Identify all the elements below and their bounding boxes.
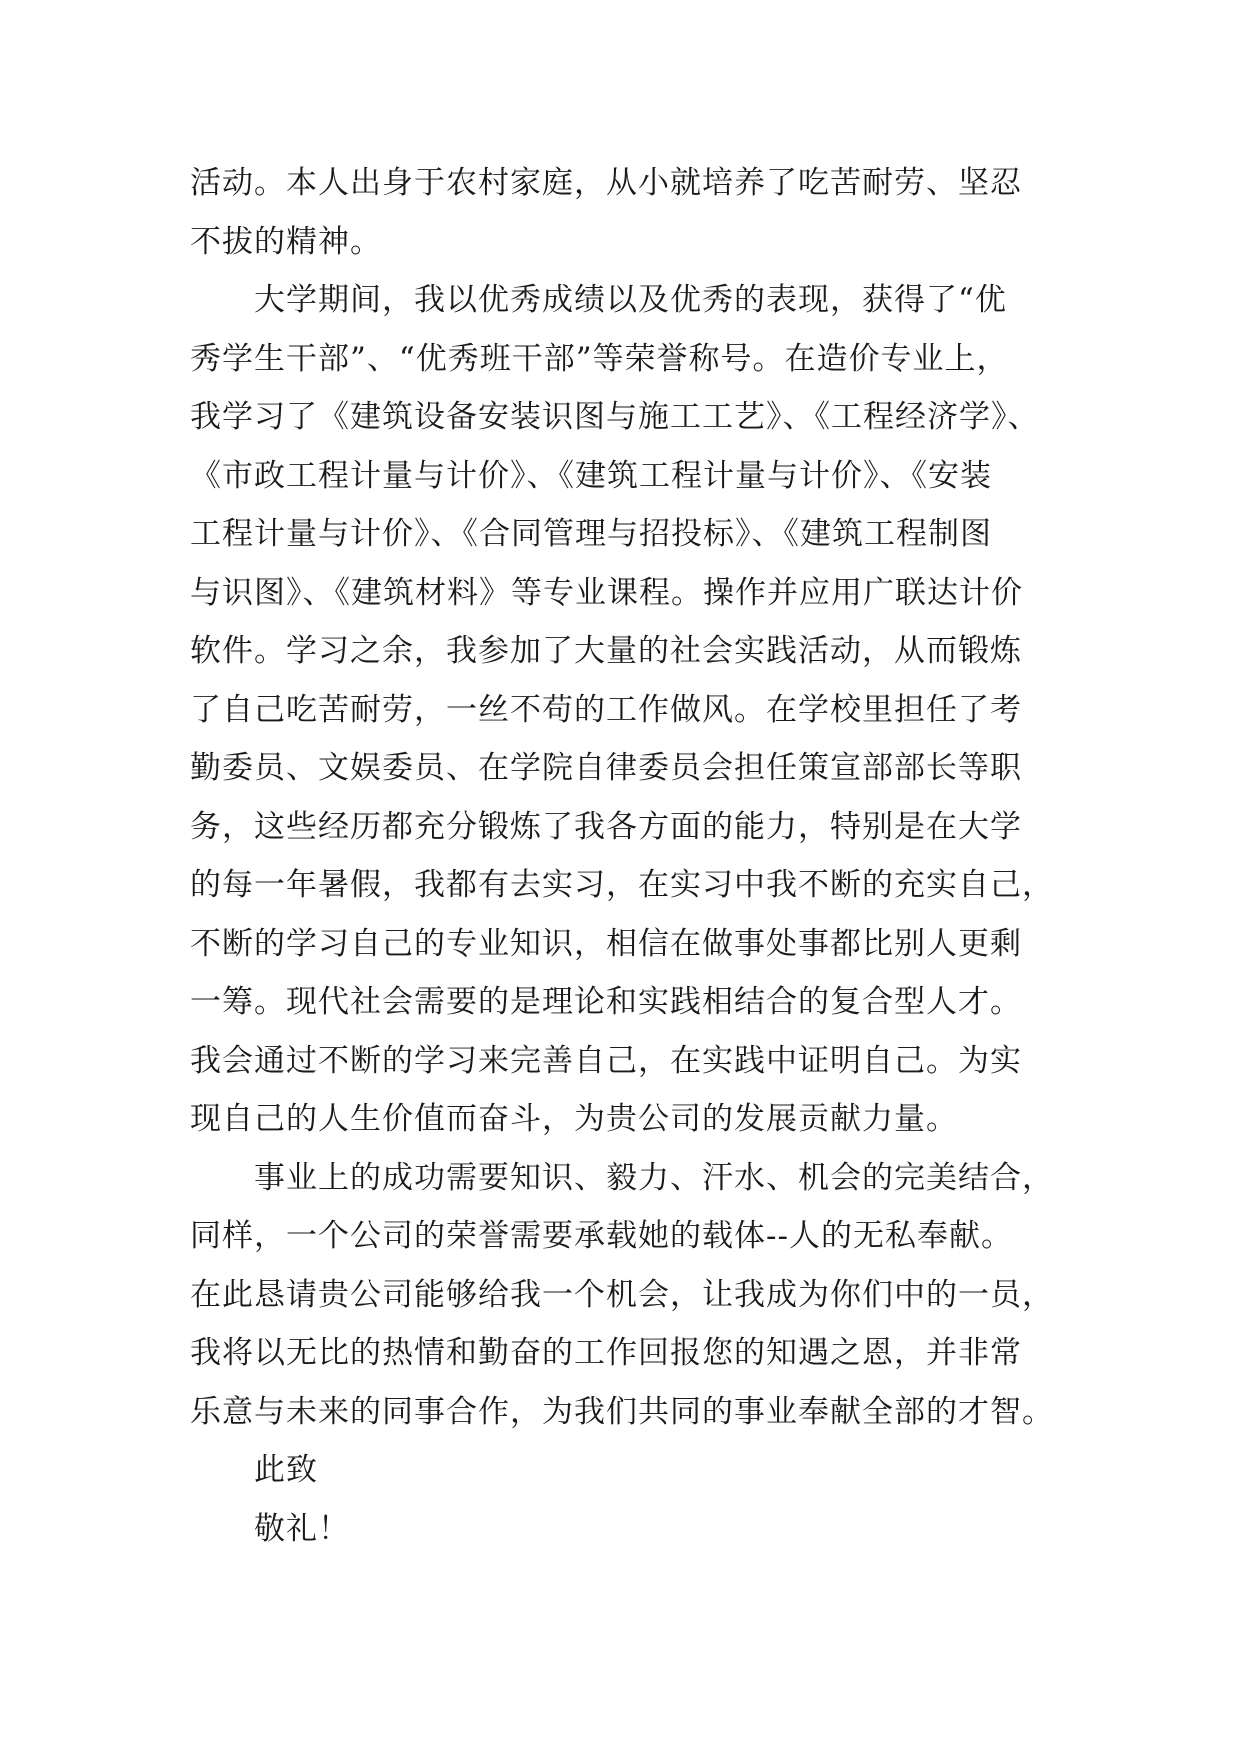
text-line: 了自己吃苦耐劳，一丝不苟的工作做风。在学校里担任了考	[190, 691, 1022, 728]
text-line: 务，这些经历都充分锻炼了我各方面的能力，特别是在大学	[190, 808, 1022, 845]
text-line: 软件。学习之余，我参加了大量的社会实践活动，从而锻炼	[190, 633, 1022, 669]
salutation-line: 敬礼！	[190, 1510, 350, 1547]
text-line: 乐意与未来的同事合作，为我们共同的事业奉献全部的才智。	[190, 1393, 1054, 1430]
text-line: 现自己的人生价值而奋斗，为贵公司的发展贡献力量。	[190, 1101, 958, 1137]
closing-line: 此致	[190, 1452, 318, 1488]
text-line: 秀学生干部”、“优秀班干部”等荣誉称号。在造价专业上，	[190, 340, 1009, 377]
text-line: 在此恳请贵公司能够给我一个机会，让我成为你们中的一员，	[190, 1276, 1054, 1313]
text-line: 大学期间，我以优秀成绩以及优秀的表现，获得了“优	[190, 282, 1007, 318]
text-line: 我会通过不断的学习来完善自己，在实践中证明自己。为实	[190, 1042, 1022, 1079]
text-line: 与识图》、《建筑材料》等专业课程。操作并应用广联达计价	[190, 574, 1023, 611]
text-line: 工程计量与计价》、《合同管理与招投标》、《建筑工程制图	[190, 516, 992, 552]
text-line: 不拔的精神。	[190, 223, 382, 260]
letter-body	[190, 154, 1110, 1558]
text-line: 一筹。现代社会需要的是理论和实践相结合的复合型人才。	[190, 984, 1022, 1020]
text-line: 勤委员、文娱委员、在学院自律委员会担任策宣部部长等职	[190, 750, 1022, 786]
text-line: 事业上的成功需要知识、毅力、汗水、机会的完美结合，	[190, 1159, 1054, 1196]
text-line: 我学习了《建筑设备安装识图与施工工艺》、《工程经济学》、	[190, 399, 1040, 435]
text-line: 我将以无比的热情和勤奋的工作回报您的知遇之恩，并非常	[190, 1335, 1022, 1371]
text-line: 的每一年暑假，我都有去实习，在实习中我不断的充实自己，	[190, 867, 1054, 903]
text-line: 不断的学习自己的专业知识，相信在做事处事都比别人更剩	[190, 925, 1022, 962]
text-line: 活动。本人出身于农村家庭，从小就培养了吃苦耐劳、坚忍	[190, 165, 1022, 201]
text-line: 同样，一个公司的荣誉需要承载她的载体--人的无私奉献。	[190, 1218, 1013, 1254]
text-line: 《市政工程计量与计价》、《建筑工程计量与计价》、《安装	[190, 457, 992, 494]
